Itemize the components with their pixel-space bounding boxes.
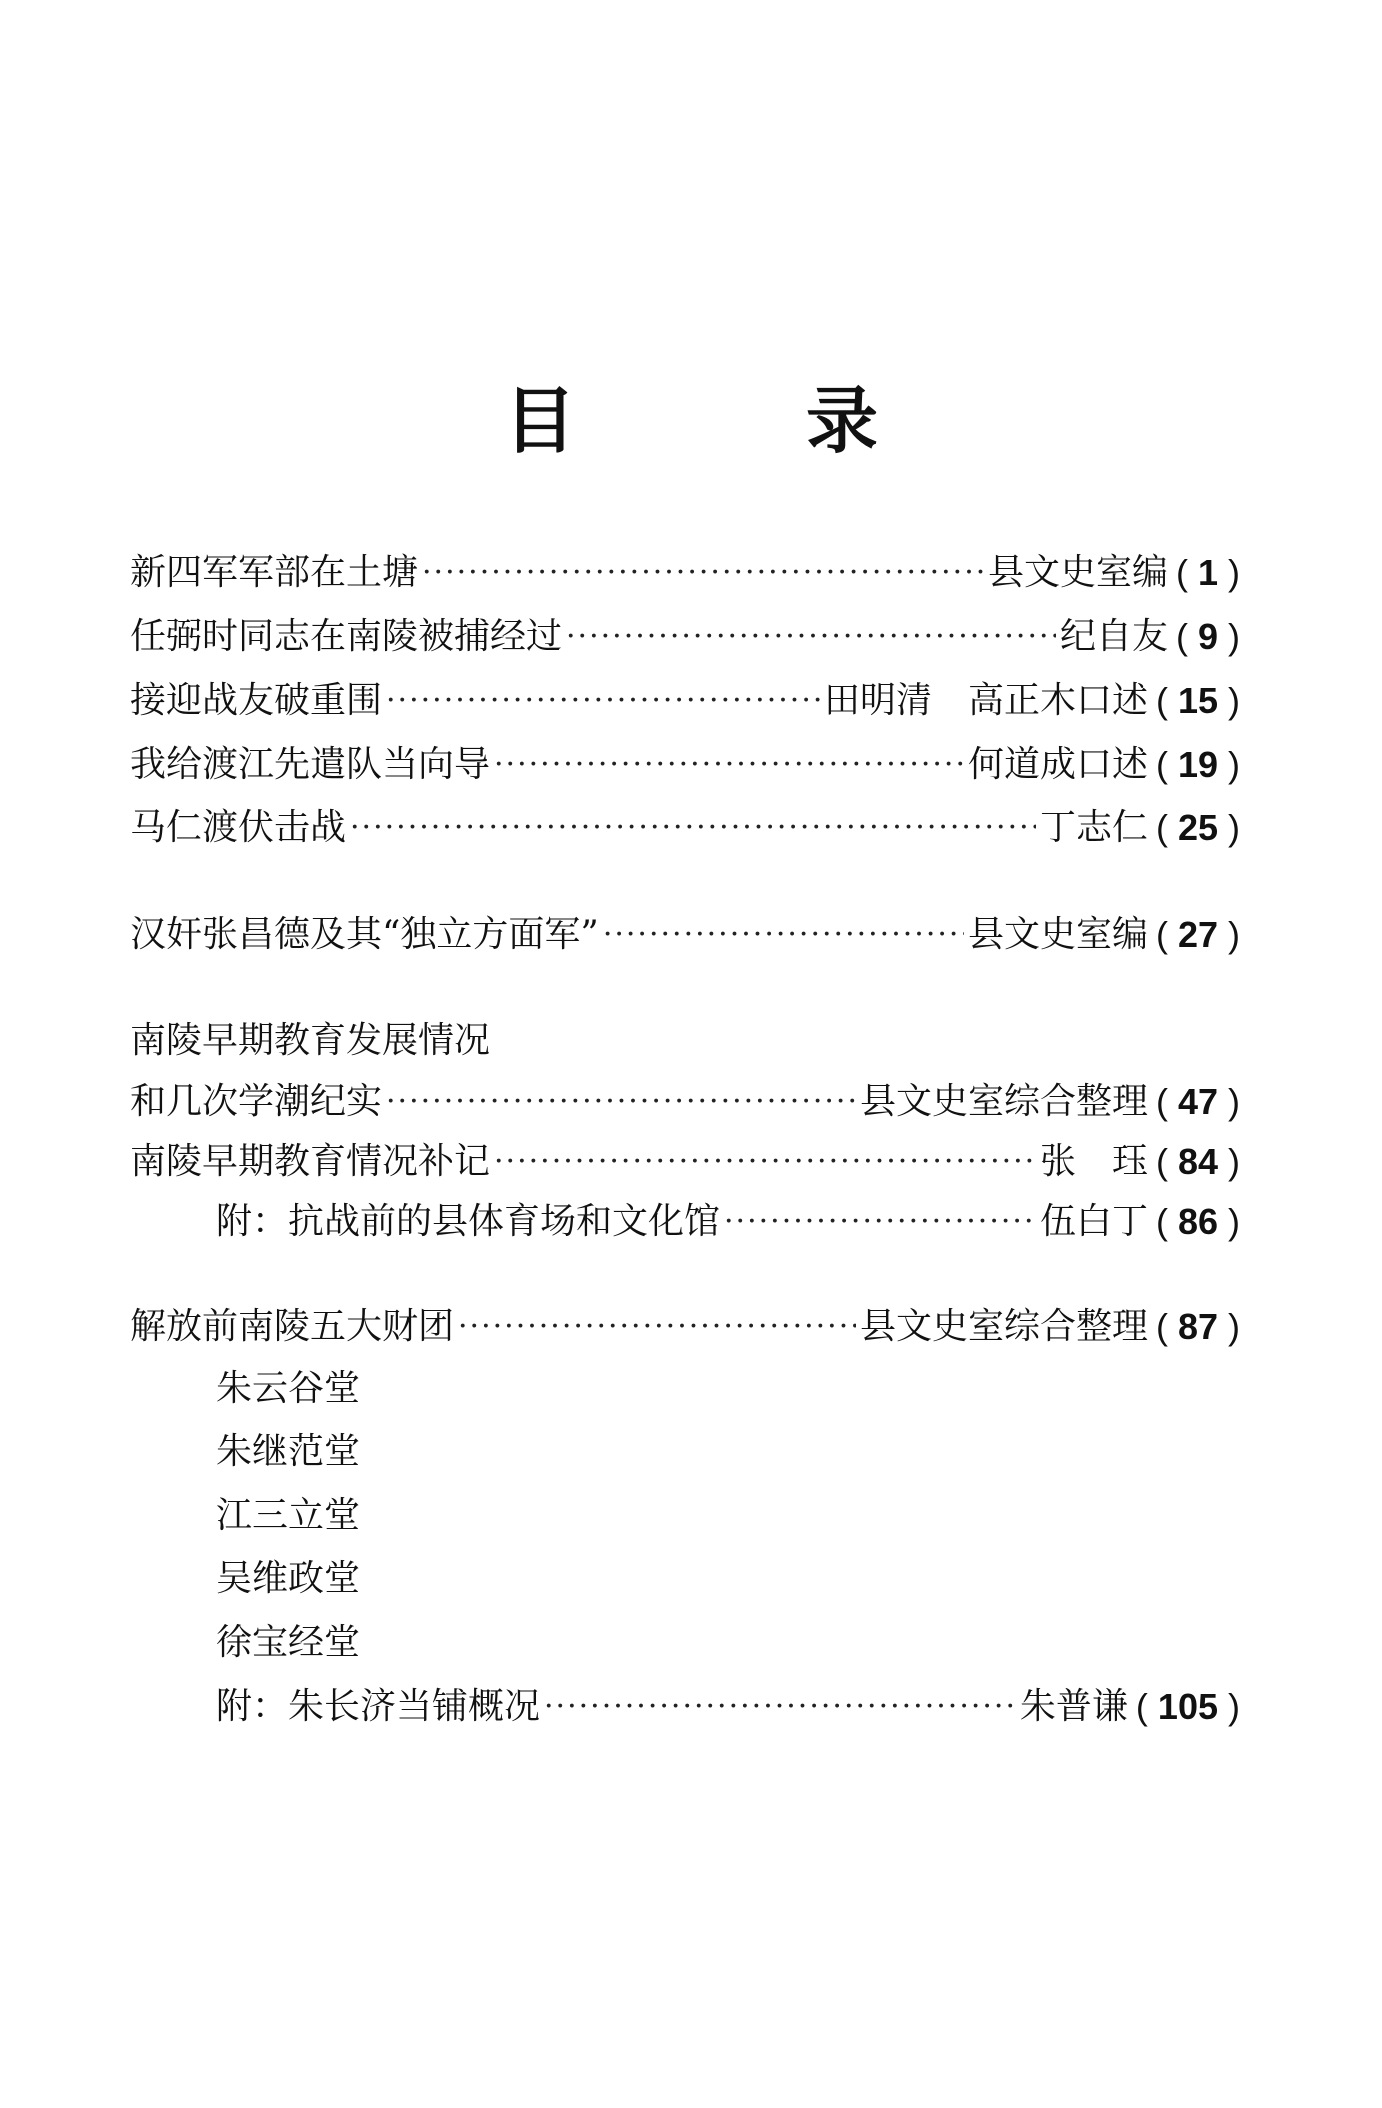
toc-entry[interactable] [216, 1422, 1240, 1482]
entry-title: 徐宝经堂 [216, 1622, 361, 1663]
entry-title: 接迎战友破重围 [130, 680, 383, 721]
leader-dots [724, 1192, 1036, 1252]
entry-title: 吴维政堂 [216, 1558, 361, 1599]
entry-author: 何道成口述 [967, 744, 1148, 785]
entry-page: ( 27 ) [1156, 905, 1240, 965]
entry-title: 附：抗战前的县体育场和文化馆 [216, 1201, 721, 1242]
entry-page: ( 1 ) [1176, 543, 1240, 603]
entry-page: ( 105 ) [1136, 1677, 1240, 1737]
toc-entry[interactable] [130, 735, 1240, 795]
entry-title: 汉奸张昌德及其“独立方面军” [130, 914, 599, 955]
entry-title: 附：朱长济当铺概况 [216, 1686, 541, 1727]
entry-author: 田明清 高正木口述 [823, 680, 1148, 721]
leader-dots [386, 1072, 856, 1132]
entry-title: 南陵早期教育情况补记 [130, 1141, 491, 1182]
entry-title: 南陵早期教育发展情况 [130, 1020, 491, 1061]
leader-dots [350, 798, 1036, 858]
toc-entry[interactable] [130, 1072, 1240, 1132]
entry-author: 张 珏 [1039, 1141, 1148, 1182]
entry-page: ( 86 ) [1156, 1192, 1240, 1252]
entry-author: 县文史室综合整理 [859, 1081, 1148, 1122]
toc-entry[interactable] [130, 671, 1240, 731]
entry-author: 纪自友 [1059, 616, 1168, 657]
entry-title: 江三立堂 [216, 1495, 361, 1536]
toc-entry[interactable] [216, 1486, 1240, 1546]
toc-entry[interactable] [216, 1359, 1240, 1419]
entry-title: 我给渡江先遣队当向导 [130, 744, 491, 785]
entry-title: 马仁渡伏击战 [130, 807, 347, 848]
leader-dots [458, 1297, 856, 1357]
title-char-1: 目 [503, 378, 576, 463]
entry-page: ( 25 ) [1156, 798, 1240, 858]
title-char-2: 录 [806, 378, 879, 463]
entry-title: 新四军军部在土塘 [130, 552, 419, 593]
toc-entry[interactable] [130, 607, 1240, 667]
toc-entry[interactable] [130, 543, 1240, 603]
toc-entry[interactable] [130, 905, 1240, 965]
entry-author: 县文史室综合整理 [859, 1306, 1148, 1347]
entry-author: 伍白丁 [1039, 1201, 1148, 1242]
entry-page: ( 9 ) [1176, 607, 1240, 667]
leader-dots [386, 671, 820, 731]
entry-author: 县文史室编 [987, 552, 1168, 593]
leader-dots [422, 543, 984, 603]
entry-title: 解放前南陵五大财团 [130, 1306, 455, 1347]
entry-page: ( 87 ) [1156, 1297, 1240, 1357]
entry-page: ( 15 ) [1156, 671, 1240, 731]
toc-entry[interactable] [216, 1192, 1240, 1252]
leader-dots [566, 607, 1056, 667]
leader-dots [603, 905, 964, 965]
entry-author: 朱普谦 [1019, 1686, 1128, 1727]
toc-entry[interactable] [216, 1613, 1240, 1673]
entry-title: 朱继范堂 [216, 1431, 361, 1472]
entry-page: ( 47 ) [1156, 1072, 1240, 1132]
leader-dots [544, 1677, 1016, 1737]
entry-title: 和几次学潮纪实 [130, 1081, 383, 1122]
toc-entry[interactable] [130, 1297, 1240, 1357]
leader-dots [494, 735, 964, 795]
entry-author: 丁志仁 [1039, 807, 1148, 848]
entry-title: 朱云谷堂 [216, 1368, 361, 1409]
toc-entry[interactable] [216, 1677, 1240, 1737]
entry-page: ( 19 ) [1156, 735, 1240, 795]
toc-entry[interactable] [130, 1132, 1240, 1192]
toc-entry[interactable] [130, 798, 1240, 858]
page-title [0, 360, 1382, 470]
entry-author: 县文史室编 [967, 914, 1148, 955]
entry-page: ( 84 ) [1156, 1132, 1240, 1192]
leader-dots [494, 1132, 1036, 1192]
toc-entry[interactable] [216, 1549, 1240, 1609]
entry-title: 任弼时同志在南陵被捕经过 [130, 616, 563, 657]
toc-entry[interactable] [130, 1011, 1240, 1071]
